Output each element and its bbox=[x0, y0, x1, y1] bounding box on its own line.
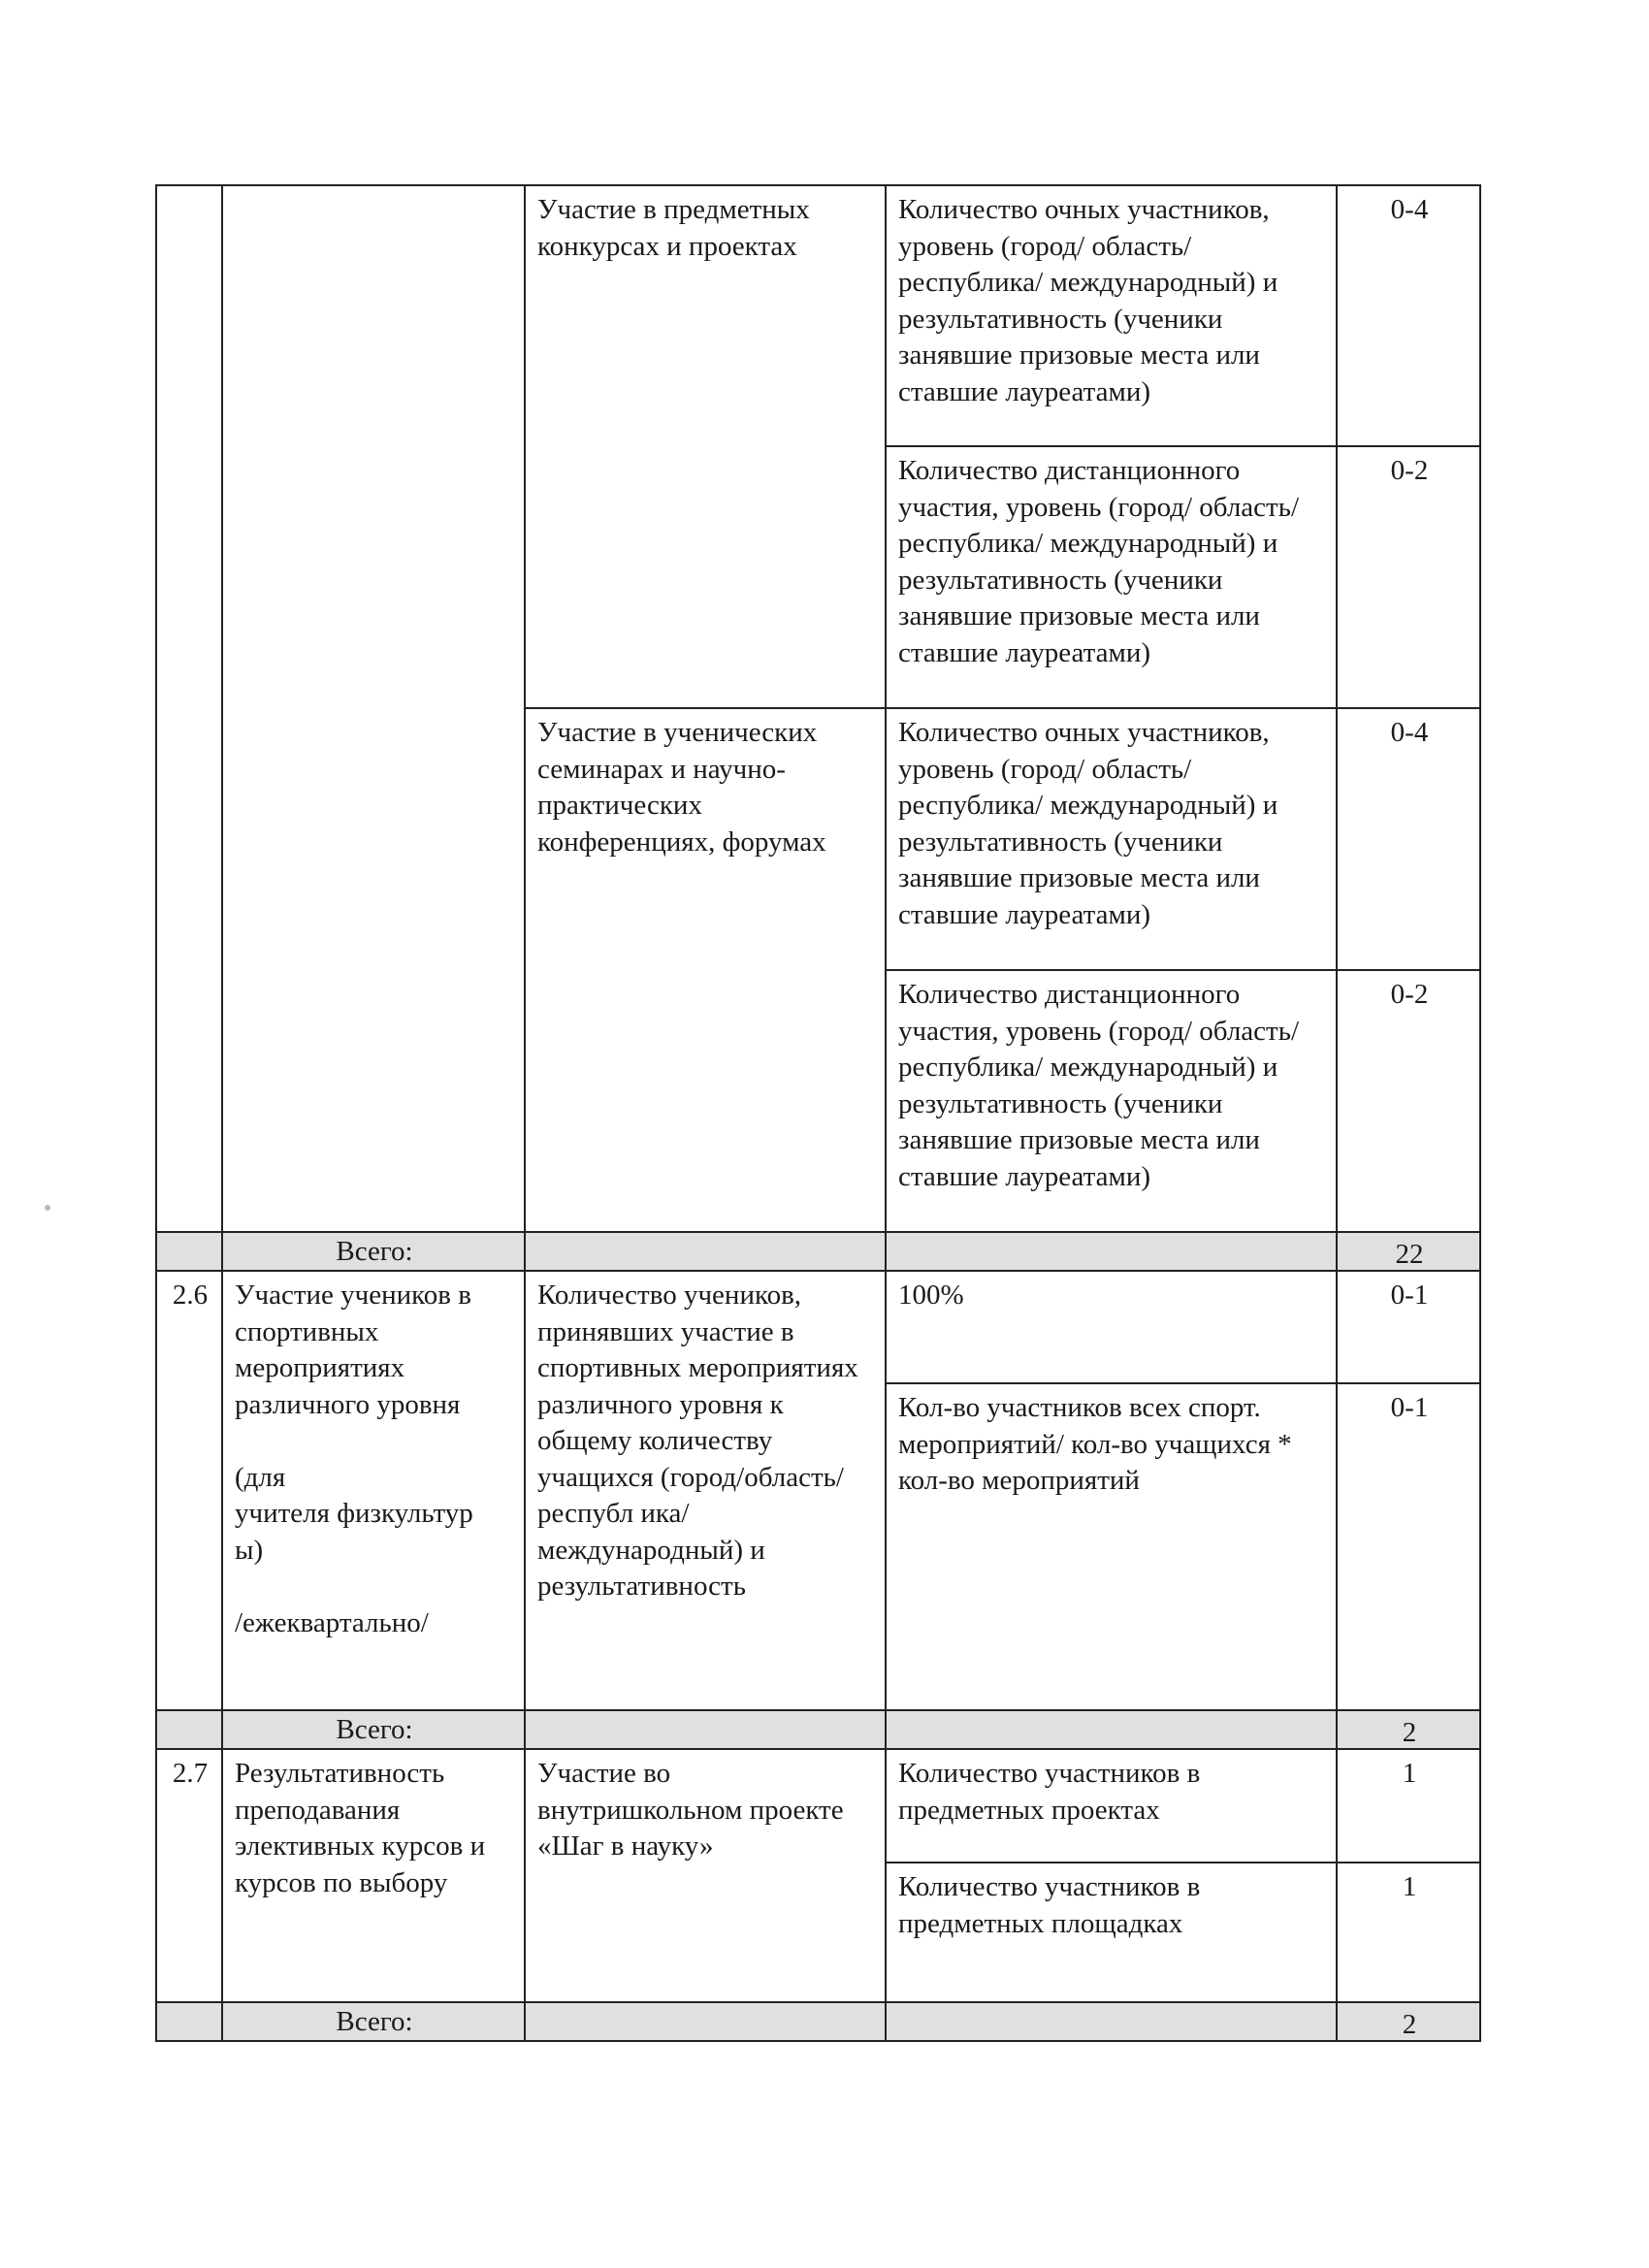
indicator-cell: Количество участников в предметных проектах bbox=[886, 1749, 1337, 1863]
indicator-cell: Кол-во участников всех спорт. мероприятий/ кол-во учащихся * кол-во мероприятий bbox=[886, 1383, 1337, 1710]
criterion-cell: Участие учеников в спортивных мероприятиях различного уровня (для учителя физкультур ы) /ежеквартально/ bbox=[222, 1271, 525, 1710]
total-value: 2 bbox=[1337, 2002, 1480, 2041]
total-label: Всего: bbox=[222, 1710, 525, 1749]
empty-cell bbox=[525, 1232, 886, 1271]
score-cell: 0-4 bbox=[1337, 708, 1480, 970]
number-cell bbox=[156, 1232, 222, 1271]
indicator-cell: Количество дистанционного участия, уровень (город/ область/ республика/ международный) и результативность (ученики занявшие призовые места или ставшие лауреатами) bbox=[886, 446, 1337, 708]
subcriterion-cell: Участие в предметных конкурсах и проектах bbox=[525, 185, 886, 708]
number-cell bbox=[156, 1710, 222, 1749]
criterion-cell bbox=[222, 185, 525, 1232]
number-cell: 2.7 bbox=[156, 1749, 222, 2002]
total-label: Всего: bbox=[222, 2002, 525, 2041]
empty-cell bbox=[525, 2002, 886, 2041]
scan-speck bbox=[45, 1205, 50, 1211]
score-cell: 0-4 bbox=[1337, 185, 1480, 446]
score-cell: 0-2 bbox=[1337, 970, 1480, 1232]
subcriterion-cell: Количество учеников, принявших участие в спортивных мероприятиях различного уровня к общему количеству учащихся (город/область/республ ика/международный) и результативность bbox=[525, 1271, 886, 1710]
score-cell: 1 bbox=[1337, 1749, 1480, 1863]
indicator-cell: Количество очных участников, уровень (город/ область/ республика/ международный) и результативность (ученики занявшие призовые места или ставшие лауреатами) bbox=[886, 708, 1337, 970]
number-cell: 2.6 bbox=[156, 1271, 222, 1710]
table-row bbox=[156, 185, 1480, 446]
number-cell bbox=[156, 185, 222, 1232]
total-value: 22 bbox=[1337, 1232, 1480, 1271]
indicator-cell: 100% bbox=[886, 1271, 1337, 1383]
total-row bbox=[156, 2002, 1480, 2041]
empty-cell bbox=[886, 1232, 1337, 1271]
indicator-cell: Количество очных участников, уровень (город/ область/ республика/ международный) и результативность (ученики занявшие призовые места или ставшие лауреатами) bbox=[886, 185, 1337, 446]
indicator-cell: Количество участников в предметных площадках bbox=[886, 1863, 1337, 2002]
evaluation-table bbox=[155, 184, 1481, 2042]
total-value: 2 bbox=[1337, 1710, 1480, 1749]
empty-cell bbox=[525, 1710, 886, 1749]
score-cell: 1 bbox=[1337, 1863, 1480, 2002]
empty-cell bbox=[886, 2002, 1337, 2041]
table-row bbox=[156, 1271, 1480, 1383]
subcriterion-cell: Участие в ученических семинарах и научно-практических конференциях, форумах bbox=[525, 708, 886, 1232]
criterion-cell: Результативность преподавания элективных курсов и курсов по выбору bbox=[222, 1749, 525, 2002]
score-cell: 0-1 bbox=[1337, 1271, 1480, 1383]
score-cell: 0-1 bbox=[1337, 1383, 1480, 1710]
total-row bbox=[156, 1232, 1480, 1271]
subcriterion-cell: Участие во внутришкольном проекте «Шаг в науку» bbox=[525, 1749, 886, 2002]
total-row bbox=[156, 1710, 1480, 1749]
table-row bbox=[156, 1749, 1480, 1863]
empty-cell bbox=[886, 1710, 1337, 1749]
indicator-cell: Количество дистанционного участия, уровень (город/ область/ республика/ международный) и результативность (ученики занявшие призовые места или ставшие лауреатами) bbox=[886, 970, 1337, 1232]
score-cell: 0-2 bbox=[1337, 446, 1480, 708]
number-cell bbox=[156, 2002, 222, 2041]
total-label: Всего: bbox=[222, 1232, 525, 1271]
